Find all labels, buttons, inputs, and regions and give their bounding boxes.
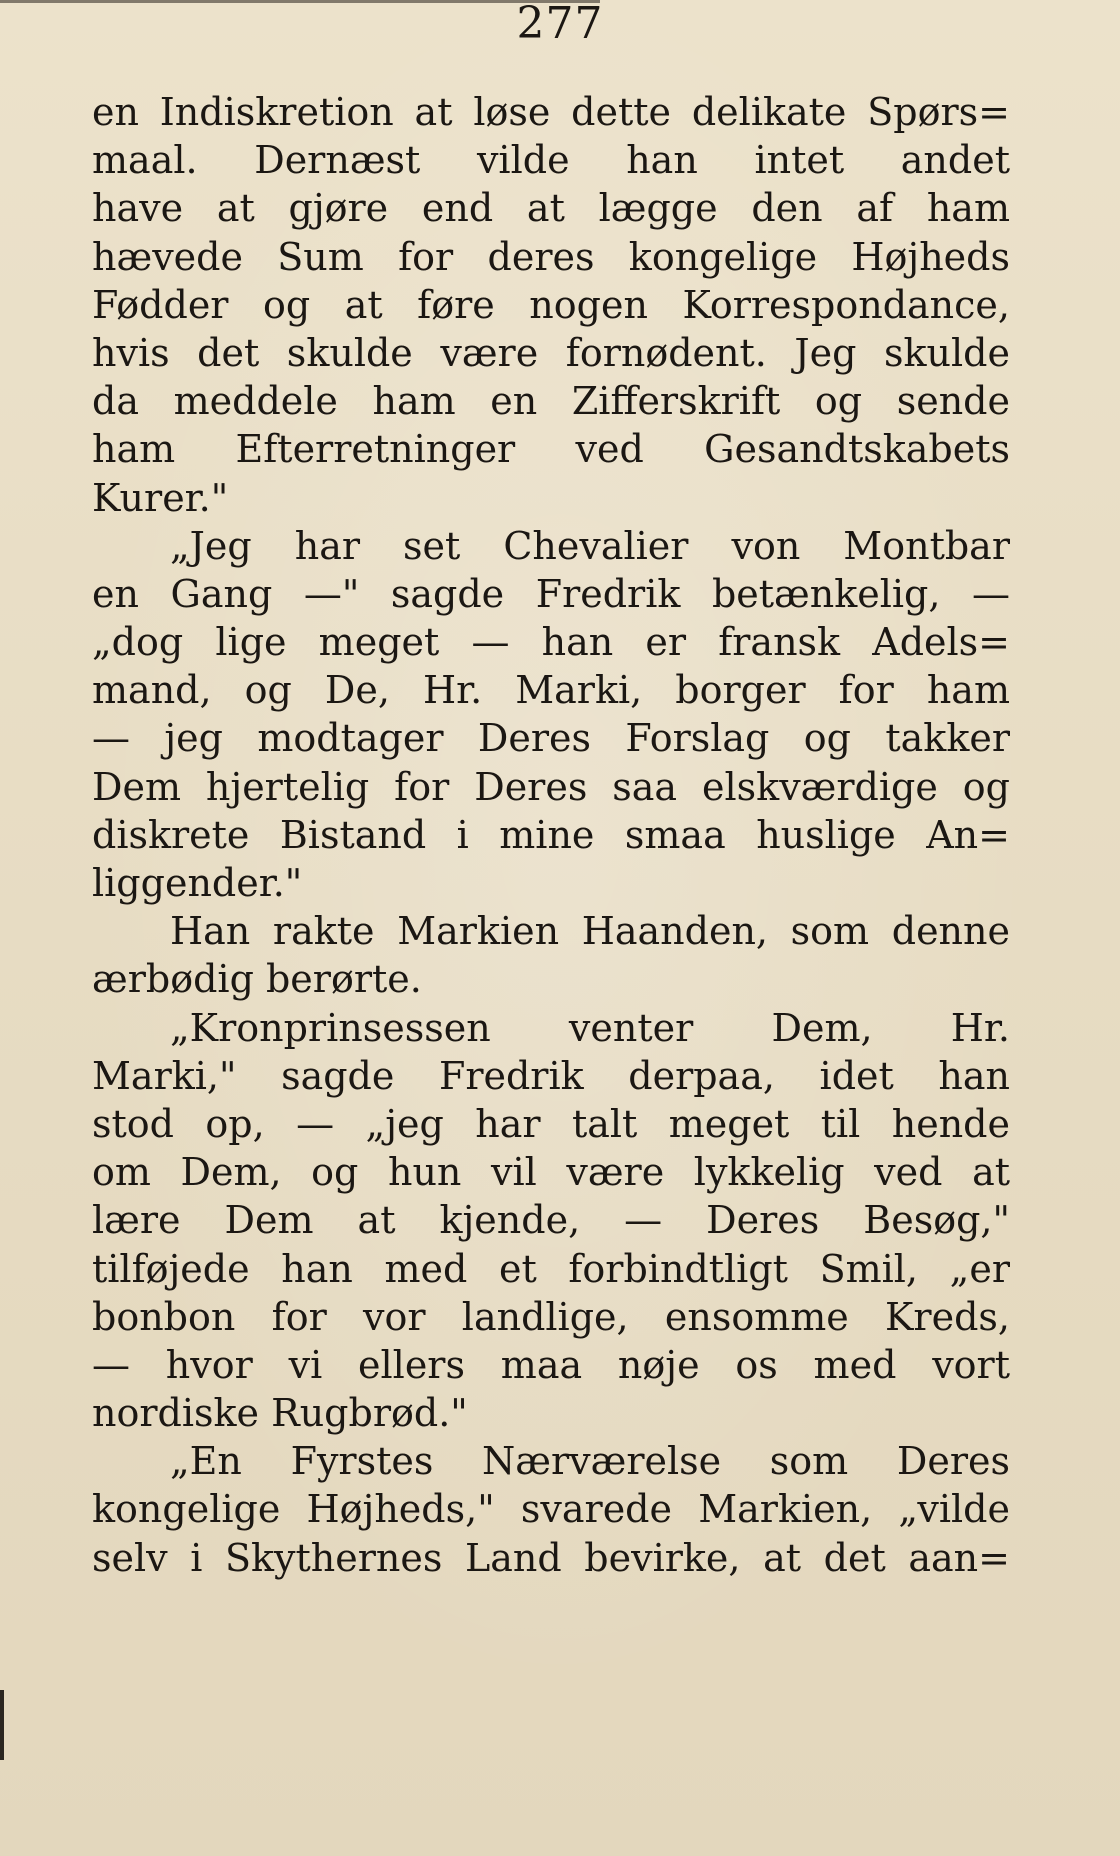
text-line: „Jeg har set Chevalier von Montbar [170, 523, 1010, 568]
text-line: ham Efterretninger ved Gesandtskabets [92, 427, 1010, 472]
text-line: hævede Sum for deres kongelige Højheds [92, 234, 1010, 279]
text-line: Kurer." [92, 475, 229, 520]
text-line: mand, og De, Hr. Marki, borger for ham [92, 668, 1010, 713]
text-line: „Kronprinsessen venter Dem, Hr. [170, 1005, 1010, 1050]
page-edge-mark [0, 1690, 4, 1760]
text-line: diskrete Bistand i mine smaa huslige An= [92, 812, 1010, 857]
text-line: nordiske Rugbrød." [92, 1391, 468, 1436]
text-line: Marki," sagde Fredrik derpaa, idet han [92, 1053, 1010, 1098]
text-line: — jeg modtager Deres Forslag og takker [92, 716, 1010, 761]
text-line: en Gang —" sagde Fredrik betænkelig, — [92, 571, 1010, 616]
text-line: tilføjede han med et forbindtligt Smil, „er [92, 1246, 1010, 1291]
text-line: Dem hjertelig for Deres saa elskværdige og [92, 764, 1010, 809]
text-line: maal. Dernæst vilde han intet andet [92, 138, 1010, 183]
text-line: om Dem, og hun vil være lykkelig ved at [92, 1150, 1010, 1195]
text-line: Fødder og at føre nogen Korrespondance, [92, 282, 1010, 327]
text-line: en Indiskretion at løse dette delikate Spørs= [92, 90, 1010, 134]
text-line: Han rakte Markien Haanden, som denne [170, 909, 1010, 954]
page-number: 277 [516, 0, 604, 49]
text-line: stod op, — „jeg har talt meget til hende [92, 1101, 1010, 1146]
body-text [92, 88, 1010, 1582]
text-line: kongelige Højheds," svarede Markien, „vilde [92, 1487, 1010, 1532]
text-line: selv i Skythernes Land bevirke, at det aan= [92, 1535, 1010, 1580]
text-line: „En Fyrstes Nærværelse som Deres [170, 1439, 1010, 1484]
text-line: da meddele ham en Zifferskrift og sende [92, 379, 1010, 424]
text-line: — hvor vi ellers maa nøje os med vort [92, 1342, 1010, 1387]
text-line: „dog lige meget — han er fransk Adels= [92, 620, 1010, 665]
text-line: hvis det skulde være fornødent. Jeg skulde [92, 330, 1010, 375]
text-line: bonbon for vor landlige, ensomme Kreds, [92, 1294, 1010, 1339]
text-line: lære Dem at kjende, — Deres Besøg," [92, 1198, 1010, 1243]
text-line: ærbødig berørte. [92, 957, 422, 1002]
text-line: liggender." [92, 861, 303, 905]
text-line: have at gjøre end at lægge den af ham [92, 186, 1010, 231]
